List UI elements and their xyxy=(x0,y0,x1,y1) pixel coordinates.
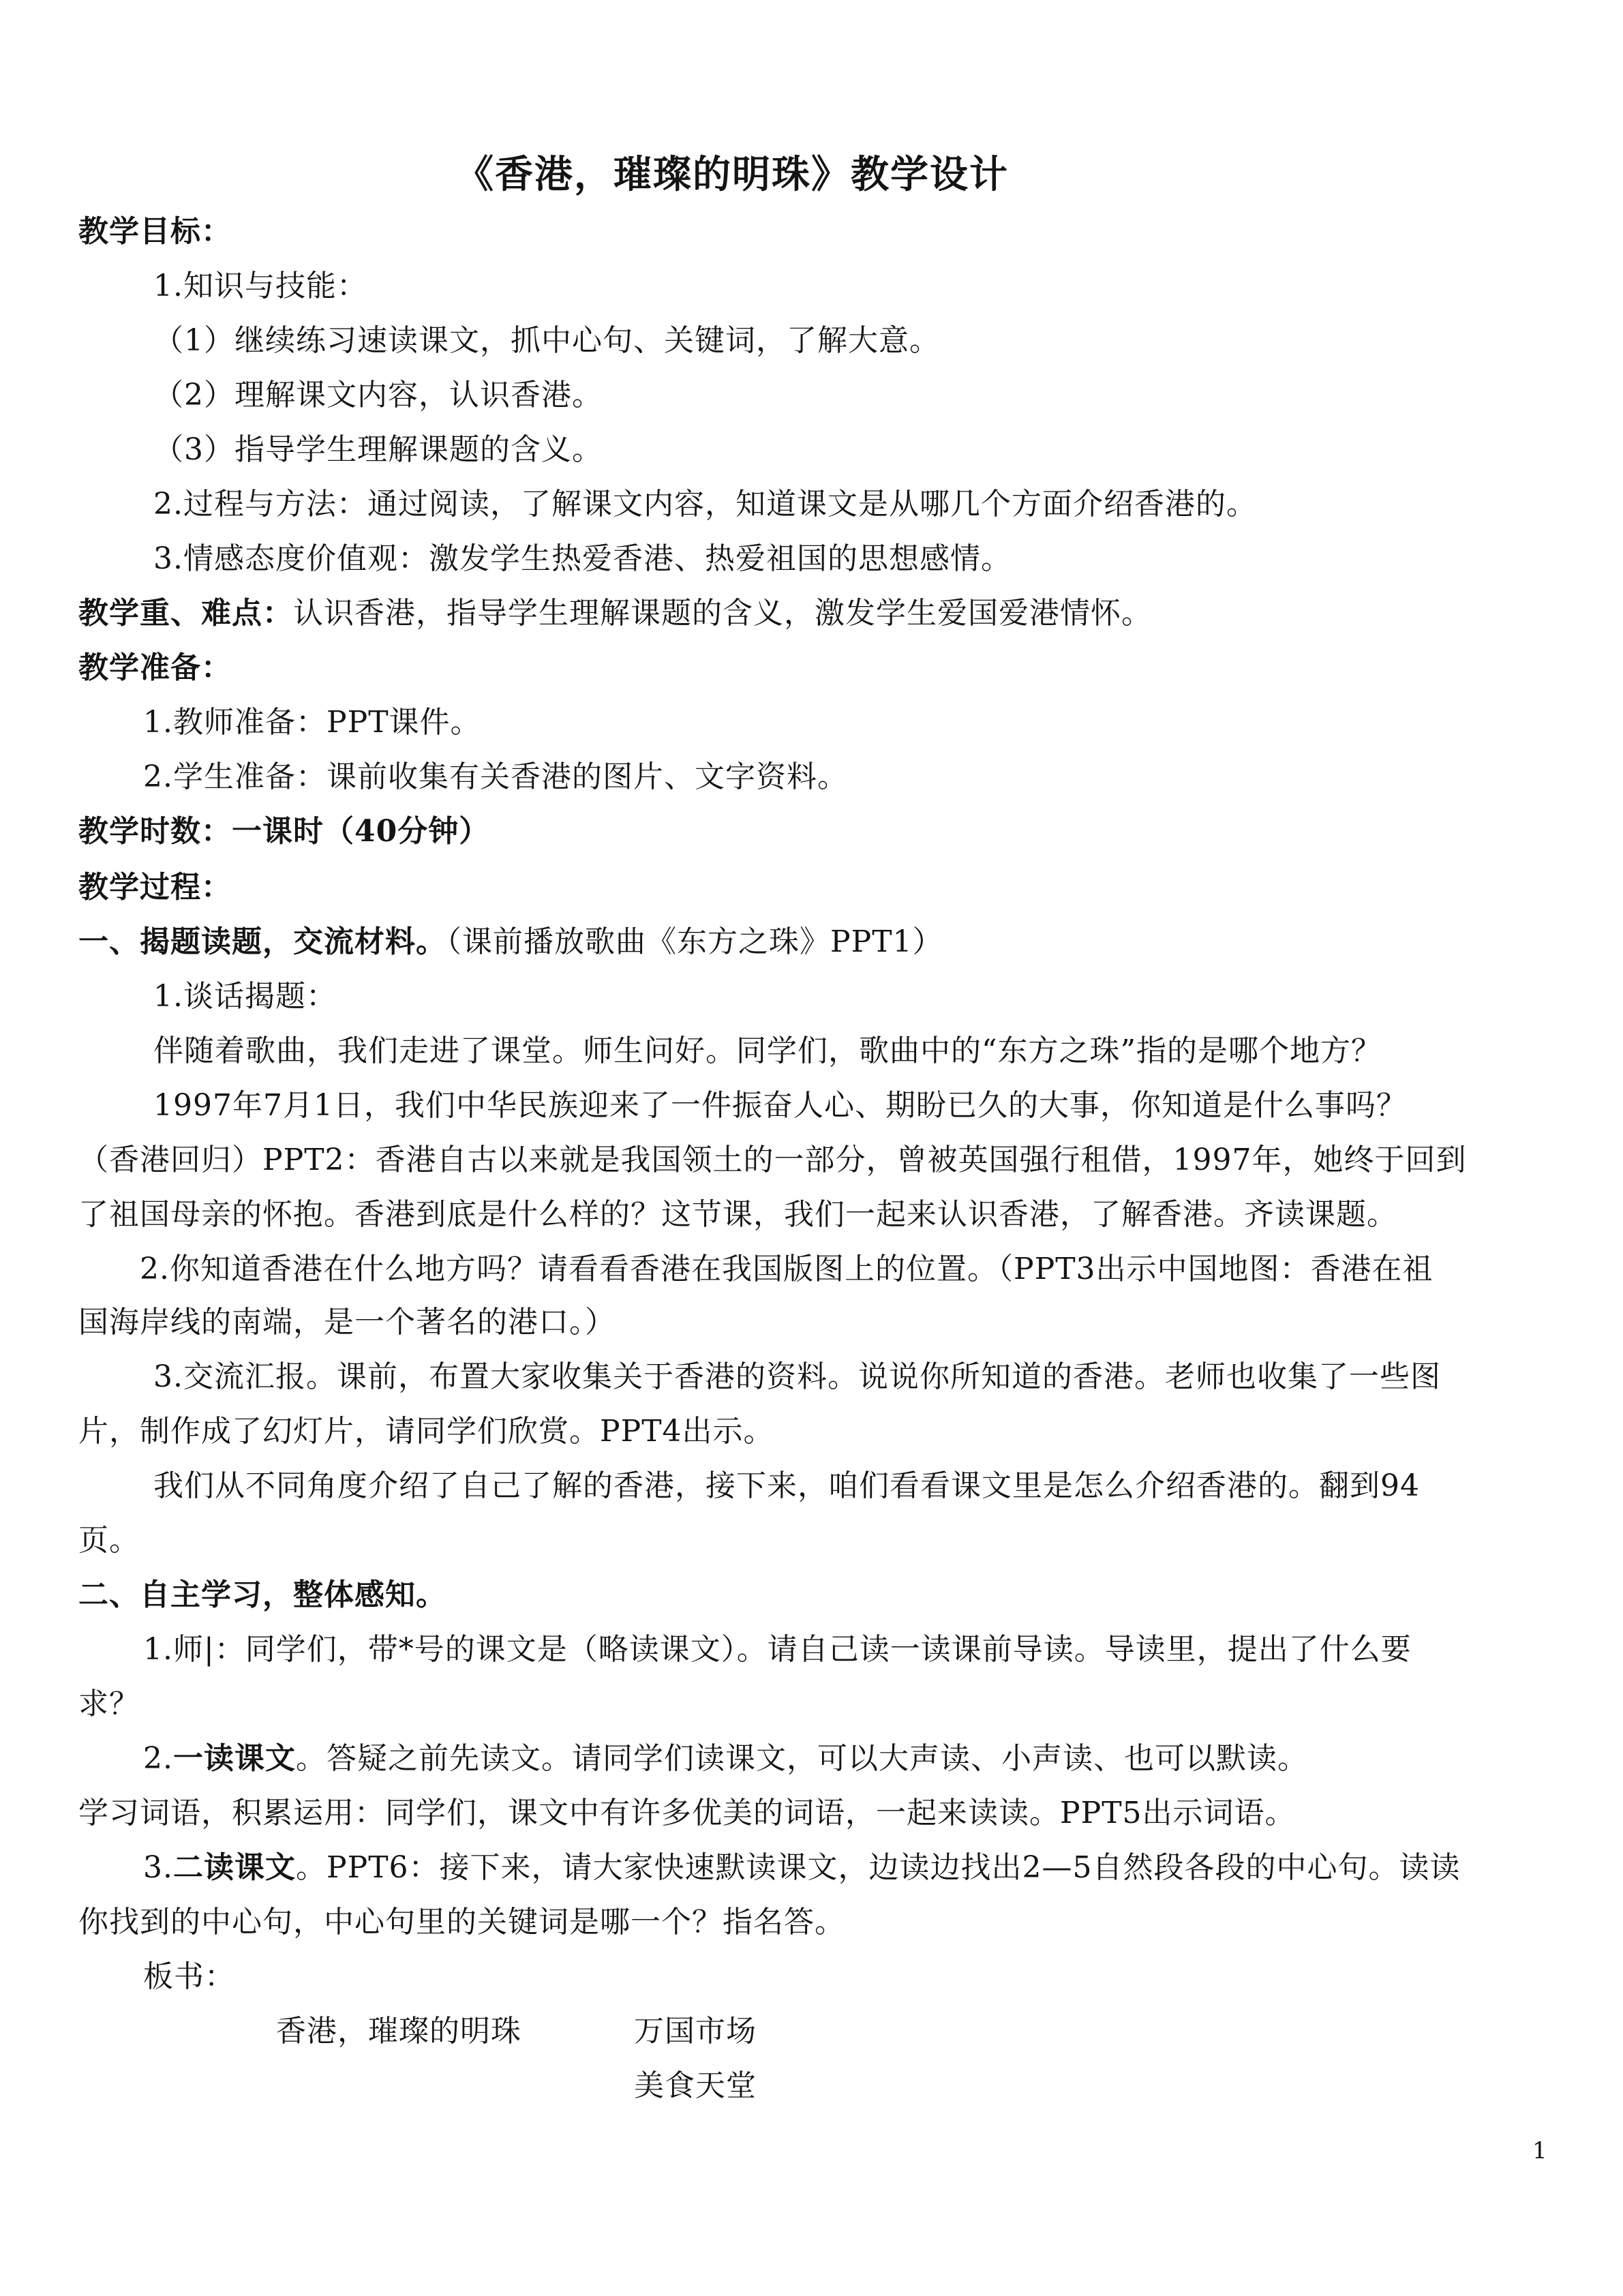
board-item-2: 美食天堂 xyxy=(634,2068,757,2103)
prep-heading: 教学准备： xyxy=(78,650,232,685)
section-2-heading: 二、自主学习，整体感知。 xyxy=(78,1577,446,1612)
prep-teacher: 1.教师准备：PPT课件。 xyxy=(143,705,481,740)
key-points-line xyxy=(78,596,1152,631)
key-points-text: 认识香港，指导学生理解课题的含义，激发学生爱国爱港情怀。 xyxy=(293,596,1152,631)
section-2-step-2 xyxy=(143,1741,1308,1776)
teaching-time: 教学时数：一课时（40分钟） xyxy=(78,814,490,849)
document-title: 《香港，璀璨的明珠》教学设计 xyxy=(455,152,1009,197)
process-heading: 教学过程： xyxy=(78,870,232,905)
section-1-note: （课前播放歌曲《东方之珠》PPT1） xyxy=(446,924,943,959)
goal-3: 3.情感态度价值观：激发学生热爱香港、热爱祖国的思想感情。 xyxy=(153,541,1012,576)
goal-1a: （1）继续练习速读课文，抓中心句、关键词，了解大意。 xyxy=(153,323,940,358)
section-2-step-1a: 1.师|：同学们，带*号的课文是（略读课文）。请自己读一读课前导读。导读里，提出了什么要 xyxy=(143,1632,1412,1667)
section-2-step-2-num: 2. xyxy=(143,1741,173,1776)
key-points-heading: 教学重、难点： xyxy=(78,596,293,631)
section-1-step-1: 1.谈话揭题： xyxy=(153,979,337,1014)
section-2-step-3-num: 3. xyxy=(143,1850,173,1885)
board-title: 香港，璀璨的明珠 xyxy=(276,2014,521,2049)
section-1-para-2b: （香港回归）PPT2：香港自古以来就是我国领土的一部分，曾被英国强行租借，1997年，她终于回到 xyxy=(78,1143,1467,1177)
section-2-step-3-text: 。PPT6：接下来，请大家快速默读课文，边读边找出2—5自然段各段的中心句。读读 xyxy=(295,1850,1461,1885)
page-number: 1 xyxy=(1532,2137,1548,2164)
section-2-step-1b: 求？ xyxy=(78,1687,140,1721)
section-2-step-3a xyxy=(143,1850,1461,1885)
section-1-step-2a: 2.你知道香港在什么地方吗？请看看香港在我国版图上的位置。（PPT3出示中国地图：香港在祖 xyxy=(140,1252,1434,1286)
section-2-vocab: 学习词语，积累运用：同学们，课文中有许多优美的词语，一起来读读。PPT5出示词语。 xyxy=(78,1796,1296,1830)
goal-1c: （3）指导学生理解课题的含义。 xyxy=(153,432,603,467)
section-2-step-2-bold: 一读课文 xyxy=(172,1741,296,1776)
board-item-1: 万国市场 xyxy=(634,2014,757,2049)
goal-2: 2.过程与方法：通过阅读，了解课文内容，知道课文是从哪几个方面介绍香港的。 xyxy=(153,487,1257,522)
section-1-step-3a: 3.交流汇报。课前，布置大家收集关于香港的资料。说说你所知道的香港。老师也收集了一些图 xyxy=(153,1359,1441,1394)
goals-heading: 教学目标： xyxy=(78,214,232,249)
section-1-heading-line xyxy=(78,924,943,959)
section-2-step-3b: 你找到的中心句，中心句里的关键词是哪一个？指名答。 xyxy=(78,1905,845,1939)
section-1-para-2c: 了祖国母亲的怀抱。香港到底是什么样的？这节课，我们一起来认识香港，了解香港。齐读课题。 xyxy=(78,1197,1397,1232)
section-1-para-1: 伴随着歌曲，我们走进了课堂。师生问好。同学们，歌曲中的“东方之珠”指的是哪个地方？ xyxy=(153,1033,1382,1068)
section-1-step-3b: 片，制作成了幻灯片，请同学们欣赏。PPT4出示。 xyxy=(78,1414,774,1449)
prep-student: 2.学生准备：课前收集有关香港的图片、文字资料。 xyxy=(143,759,848,794)
section-1-para-4a: 我们从不同角度介绍了自己了解的香港，接下来，咱们看看课文里是怎么介绍香港的。翻到94 xyxy=(153,1468,1420,1503)
goal-1b: （2）理解课文内容，认识香港。 xyxy=(153,378,603,412)
board-label: 板书： xyxy=(143,1959,235,1994)
goal-1: 1.知识与技能： xyxy=(153,269,367,303)
section-2-step-2-text: 。答疑之前先读文。请同学们读课文，可以大声读、小声读、也可以默读。 xyxy=(295,1741,1308,1776)
section-1-para-2a: 1997年7月1日，我们中华民族迎来了一件振奋人心、期盼已久的大事，你知道是什么事吗？ xyxy=(153,1088,1407,1123)
section-2-step-3-bold: 二读课文 xyxy=(172,1850,296,1885)
section-1-step-2b: 国海岸线的南端，是一个著名的港口。） xyxy=(78,1305,616,1340)
section-1-para-4b: 页。 xyxy=(78,1523,140,1558)
section-1-heading: 一、揭题读题，交流材料。 xyxy=(78,924,446,959)
